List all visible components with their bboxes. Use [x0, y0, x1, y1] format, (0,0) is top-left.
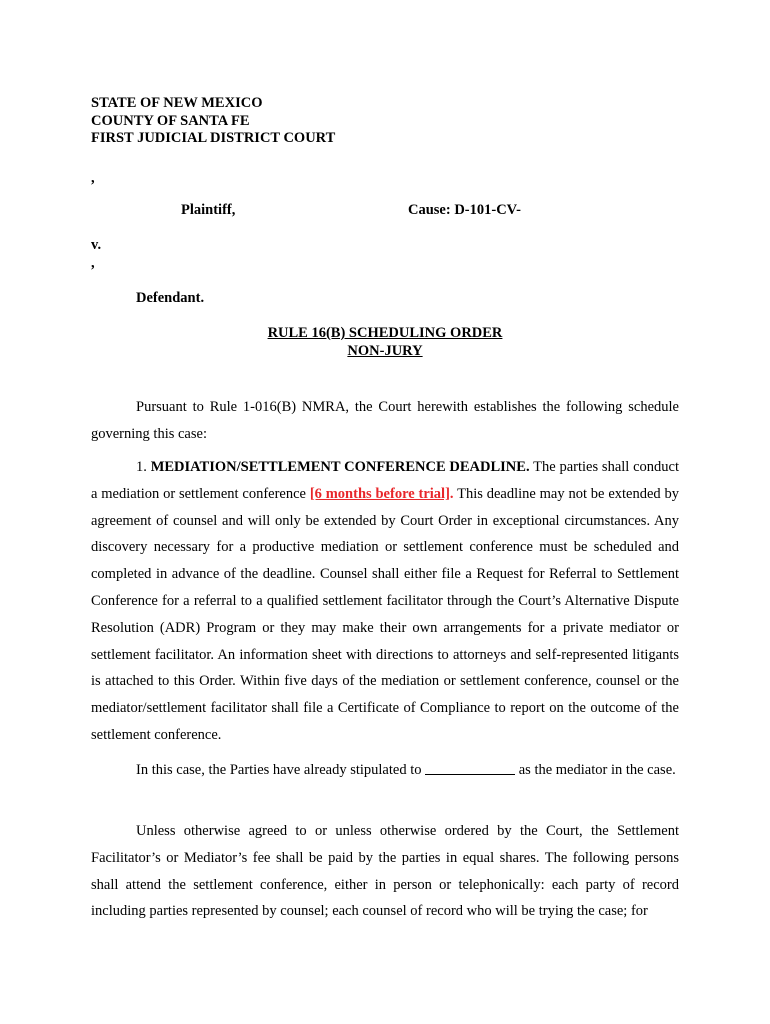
plaintiff-name-comma: , [91, 170, 95, 186]
deadline-placeholder: [6 months before trial] [309, 485, 450, 502]
order-subtitle: NON-JURY [347, 343, 423, 359]
mediation-text-2: This deadline may not be extended by agreement of counsel and will only be extended by Court Order in exceptional circumstances. Any discovery necessary for a productive mediation or settlement conference must be scheduled and completed in advance of the deadline. Counsel shall either file a Request for Referral to Settlement Conference for a referral to a qualified settlement facilitator through the Court’s Alternative Dispute Resolution (ADR) Program or they may make their own arrangements for a private mediator or settlement facilitator. An information sheet with directions to attorneys and self-represented litigants is attached to this Order. Within five days of the mediation or settlement conference, counsel or the mediator/settlement facilitator shall file a Certificate of Compliance to report on the outcome of the settlement conference. [91, 485, 679, 743]
state-line: STATE OF NEW MEXICO [91, 95, 263, 111]
deadline-period: . [449, 485, 454, 502]
versus-label: v. [91, 237, 102, 253]
mediation-paragraph [91, 454, 679, 749]
defendant-name-comma: , [91, 255, 95, 271]
defendant-label: Defendant. [136, 290, 205, 306]
county-line: COUNTY OF SANTA FE [91, 112, 250, 129]
cause-number: Cause: D-101-CV- [408, 202, 521, 218]
court-line: FIRST JUDICIAL DISTRICT COURT [91, 130, 336, 146]
intro-paragraph: Pursuant to Rule 1-016(B) NMRA, the Court herewith establishes the following schedule governing this case: [91, 399, 679, 442]
plaintiff-label: Plaintiff, [181, 202, 236, 218]
mediation-text-1: The parties shall conduct a mediation or settlement conference [91, 459, 680, 502]
section-number: 1. [136, 459, 147, 475]
court-caption [91, 95, 691, 148]
fee-paragraph: Unless otherwise agreed to or unless otherwise ordered by the Court, the Settlement Facilitator’s or Mediator’s fee shall be paid by the parties in equal shares. The following persons shall attend the settlement conference, either in person or telephonically: each party of record including parties represented by counsel; each counsel of record who will be trying the case; for [91, 823, 679, 920]
order-title: RULE 16(B) SCHEDULING ORDER [267, 325, 503, 341]
section-heading: MEDIATION/SETTLEMENT CONFERENCE DEADLINE. [150, 459, 530, 475]
stipulation-text-2: as the mediator in the case. [518, 762, 676, 778]
stipulation-text-1: In this case, the Parties have already stipulated to [136, 762, 422, 778]
mediator-blank-line [425, 761, 515, 775]
stipulation-paragraph [91, 757, 679, 784]
